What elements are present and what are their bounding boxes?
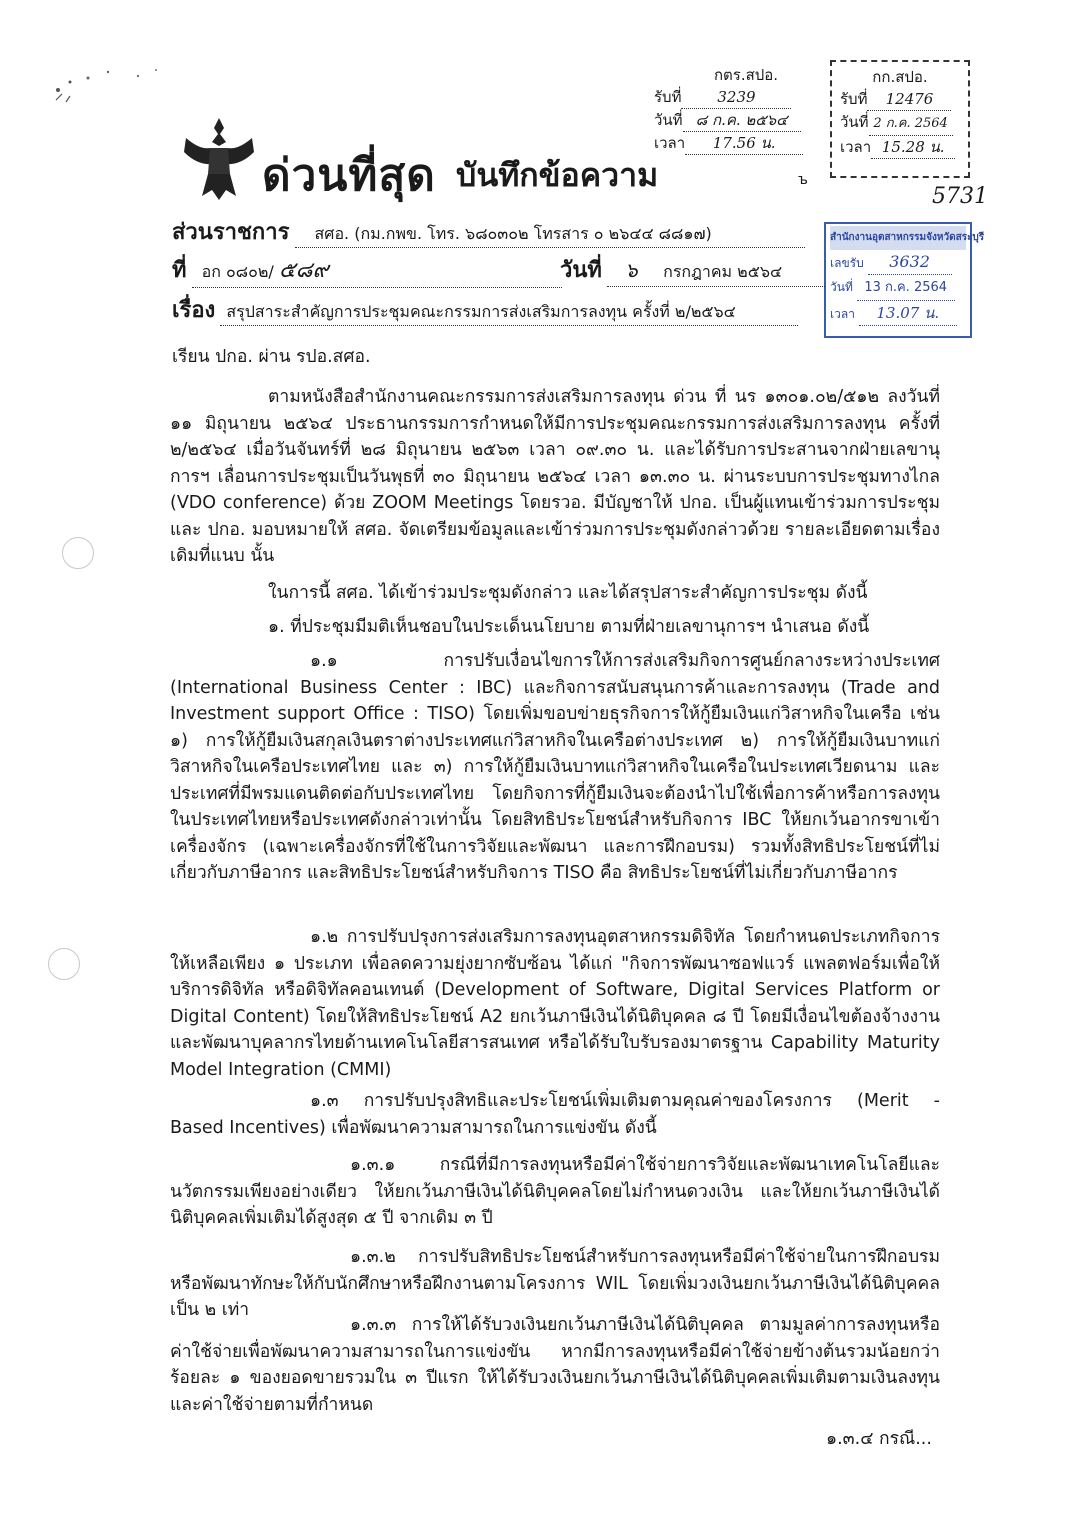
receive-stamp-2 [830,60,970,178]
stamp-2-no-label: รับที่ [840,90,868,108]
doc-type-title: บันทึกข้อความ [456,156,659,194]
blue-stamp-date-label: วันที่ [830,280,853,294]
stamp-1-org: กตร.สปอ. [713,66,779,84]
subject-label: เรื่อง [172,298,216,323]
paragraph-1-3-3: ๑.๓.๓ การให้ได้รับวงเงินยกเว้นภาษีเงินได้นิติบุคคล ตามมูลค่าการลงทุนหรือค่าใช้จ่ายเพื่อพัฒนาความสามารถในการแข่งขัน หากมีการลงทุนหรือมีค่าใช้จ่ายข้างต้นรวมน้อยกว่าร้อยละ ๑ ของยอดขายรวมใน ๓ ปีแรก ให้ได้รับวงเงินยกเว้นภาษีเงินได้นิติบุคคลเพิ่มเติมตามเงินลงทุนและค่าใช้จ่ายตามที่กำหนด [170,1315,940,1415]
paragraph-1-2: ๑.๒ การปรับปรุงการส่งเสริมการลงทุนอุตสาหกรรมดิจิทัล โดยกำหนดประเภทกิจการให้เหลือเพียง ๑ ประเภท เพื่อลดความยุ่งยากซับซ้อน ได้แก่ "กิจการพัฒนาซอฟแวร์ แพลตฟอร์มเพื่อให้บริการดิจิทัล หรือดิจิทัลคอนเทนต์ (Development of Software, Digital Services Platform or Digital Content) โดยให้สิทธิประโยชน์ A2 ยกเว้นภาษีเงินได้นิติบุคคล ๘ ปี โดยมีเงื่อนไขต้องจ้างงานและพัฒนาบุคลากรไทยด้านเทคโนโลยีสารสนเทศ หรือได้รับใบรับรองมาตรฐาน Capability Maturity Model Integration (CMMI) [170,927,940,1080]
stamp-2-date-label: วันที่ [840,113,869,131]
stamp-1-time: 17.56 น. [685,132,803,155]
blue-stamp-date: 13 ก.ค. 2564 [857,276,955,301]
stamp-2-org: กก.สปอ. [872,68,928,86]
stamp-1-date-label: วันที่ [654,111,683,129]
provincial-receive-stamp [824,222,985,338]
stamp-1-no-label: รับที่ [654,88,682,106]
receive-stamp-1 [646,60,826,178]
stamp-1-time-label: เวลา [654,134,686,152]
date-handwritten: ๖ [625,258,638,282]
date-row [560,252,825,287]
stamp-2-time: 15.28 น. [871,136,955,159]
blue-stamp-time: 13.07 น. [859,301,957,326]
paragraph-1-1: ๑.๑ การปรับเงื่อนไขการให้การส่งเสริมกิจการศูนย์กลางระหว่างประเทศ (International Business Center : IBC) และกิจการสนับสนุนการค้าและการลงทุน (Trade and Investment support Office : TISO) โดยเพิ่มขอบข่ายธุรกิจการให้กู้ยืมเงินแก่วิสาหกิจในเครือ เช่น ๑) การให้กู้ยืมเงินสกุลเงินตราต่างประเทศแก่วิสาหกิจในเครือต่างประเทศ ๒) การให้กู้ยืมเงินบาทแก่วิสาหกิจในเครือประเทศไทย และ ๓) การให้กู้ยืมเงินบาทแก่วิสาหกิจในเครือในประเทศเวียดนาม และประเทศที่มีพรมแดนติดต่อกับประเทศไทย โดยกิจการที่กู้ยืมเงินจะต้องนำไปใช้เพื่อการค้าหรือการลงทุนในประเทศไทยหรือประเทศดังกล่าวเท่านั้น โดยสิทธิประโยชน์สำหรับกิจการ IBC ให้ยกเว้นอากรขาเข้าเครื่องจักร (เฉพาะเครื่องจักรที่ใช้ในการวิจัยและพัฒนา และการฝึกอบรม) รวมทั้งสิทธิประโยชน์ที่ไม่เกี่ยวกับภาษีอากร และสิทธิประโยชน์สำหรับกิจการ TISO คือ สิทธิประโยชน์ที่ไม่เกี่ยวกับภาษีอากร [170,651,940,883]
to-line: เรียน ปกอ. ผ่าน รปอ.สศอ. [172,347,371,367]
blue-stamp-no: 3632 [868,250,952,275]
paragraph-1-3: ๑.๓ การปรับปรุงสิทธิและประโยชน์เพิ่มเติมตามคุณค่าของโครงการ (Merit - Based Incentives) เพื่อพัฒนาความสามารถในการแข่งขัน ดังนี้ [170,1091,940,1138]
garuda-emblem-icon [180,112,258,204]
ref-row [172,252,562,288]
paragraph-summary: ในการนี้ สศอ. ได้เข้าร่วมประชุมดังกล่าว และได้สรุปสาระสำคัญการประชุม ดังนี้ [268,583,868,603]
agency-label: ส่วนราชการ [172,220,290,245]
date-value: กรกฎาคม ๒๕๖๔ [663,262,783,281]
paragraph-1-3-1: ๑.๓.๑ กรณีที่มีการลงทุนหรือมีค่าใช้จ่ายการวิจัยและพัฒนาเทคโนโลยีและนวัตกรรมเพียงอย่างเดียว ให้ยกเว้นภาษีเงินได้นิติบุคคลโดยไม่กำหนดวงเงิน และให้ยกเว้นภาษีเงินได้นิติบุคคลเพิ่มเติมได้สูงสุด ๕ ปี จากเดิม ๓ ปี [170,1155,940,1228]
urgency-label: ด่วนที่สุด [262,150,436,201]
blue-stamp-time-label: เวลา [830,307,855,321]
paragraph-1-3-2: ๑.๓.๒ การปรับสิทธิประโยชน์สำหรับการลงทุนหรือมีค่าใช้จ่ายในการฝึกอบรมหรือพัฒนาทักษะให้กับนักศึกษาหรือฝึกงานตามโครงการ WIL โดยเพิ่มวงเงินยกเว้นภาษีเงินได้นิติบุคคลเป็น ๒ เท่า [170,1247,940,1320]
paragraph-intro: ตามหนังสือสำนักงานคณะกรรมการส่งเสริมการลงทุน ด่วน ที่ นร ๑๓๐๑.๐๒/๕๑๒ ลงวันที่ ๑๑ มิถุนายน ๒๕๖๔ ประธานกรรมการกำหนดให้มีการประชุมคณะกรรมการส่งเสริมการลงทุน ครั้งที่ ๒/๒๕๖๔ เมื่อวันจันทร์ที่ ๒๘ มิถุนายน ๒๕๖๓ เวลา ๐๙.๓๐ น. และได้รับการประสานจากฝ่ายเลขานุการฯ เลื่อนการประชุมเป็นวันพุธที่ ๓๐ มิถุนายน ๒๕๖๔ เวลา ๑๓.๓๐ น. ผ่านระบบการประชุมทางไกล (VDO conference) ด้วย ZOOM Meetings โดยรวอ. มีบัญชาให้ ปกอ. เป็นผู้แทนเข้าร่วมการประชุม และ ปกอ. มอบหมายให้ สศอ. จัดเตรียมข้อมูลและเข้าร่วมการประชุมดังกล่าวด้วย รายละเอียดตามเรื่องเดิมที่แนบ นั้น [170,387,940,566]
small-mark: ъ [798,172,808,188]
subject-row [172,292,798,327]
blue-stamp-org: สำนักงานอุตสาหกรรมจังหวัดสระบุรี [830,226,966,250]
ref-handwritten: ๕๘๙ [278,258,329,283]
agency-row [172,214,805,249]
blue-stamp-no-label: เลขรับ [830,256,864,270]
ref-value: อก ๐๘๐๒/ [201,262,274,281]
stamp-1-date: ๘ ก.ค. ๒๕๖๔ [683,109,801,132]
stamp-2-date: 2 ก.ค. 2564 [869,113,953,136]
punch-hole [48,948,80,980]
punch-hole [62,537,94,569]
stamp-2-no: 12476 [867,88,951,111]
continuation-marker: ๑.๓.๔ กรณี... [826,1429,932,1449]
ref-label: ที่ [172,258,187,283]
handwritten-number: 5731 [932,184,988,209]
paragraph-resolution: ๑. ที่ประชุมมีมติเห็นชอบในประเด็นนโยบาย ตามที่ฝ่ายเลขานุการฯ นำเสนอ ดังนี้ [268,617,870,637]
subject-value: สรุปสาระสำคัญการประชุมคณะกรรมการส่งเสริมการลงทุน ครั้งที่ ๒/๒๕๖๔ [220,300,798,326]
date-label: วันที่ [560,258,602,283]
stamp-1-no: 3239 [681,86,791,109]
stamp-2-time-label: เวลา [840,138,872,156]
scan-noise-mark [48,60,168,110]
agency-value: สศอ. (กม.กพข. โทร. ๖๘๐๓๐๒ โทรสาร ๐ ๒๖๔๔ ๘๘๑๗) [295,222,805,248]
